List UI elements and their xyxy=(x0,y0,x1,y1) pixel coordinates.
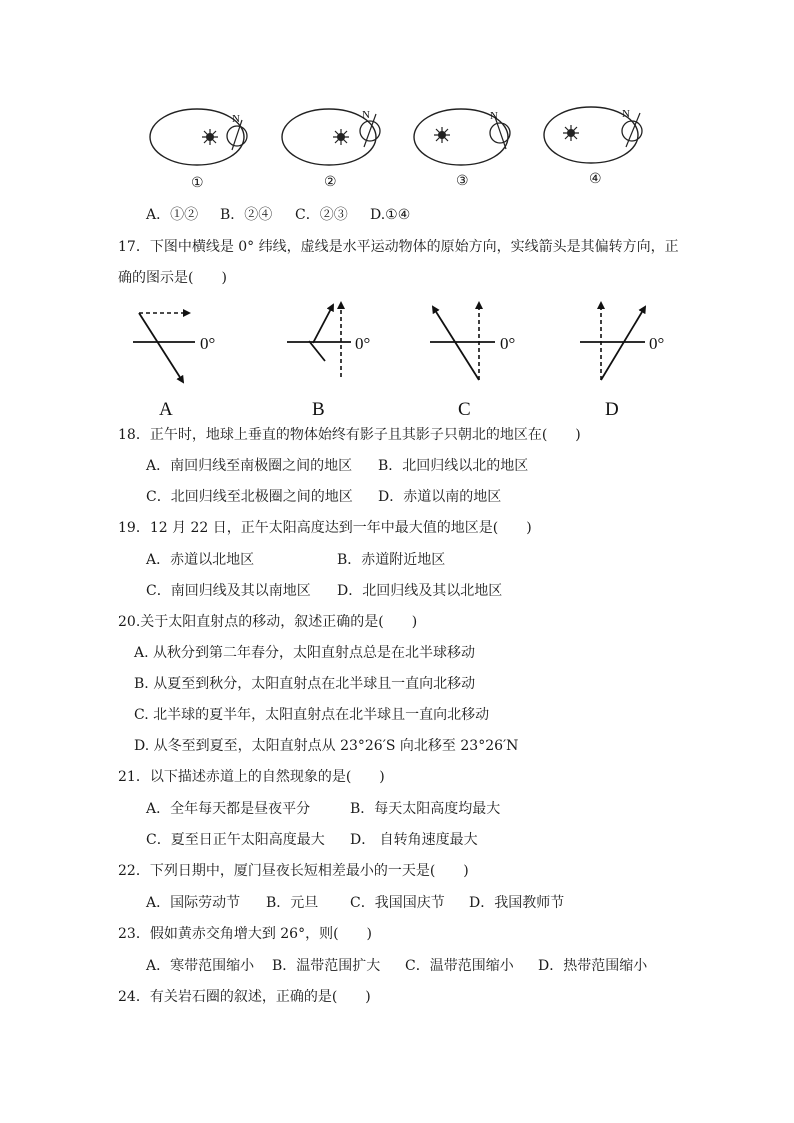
q21-option-d: D． 自转角速度最大 xyxy=(350,832,478,848)
axis-label-0deg: 0° xyxy=(500,334,516,353)
diagram-c xyxy=(430,303,515,380)
axis-label-0deg: 0° xyxy=(200,334,216,353)
q19-option-a: A．赤道以北地区 xyxy=(146,552,255,568)
q22-option-c: C．我国国庆节 xyxy=(350,895,445,911)
north-label: N xyxy=(490,110,498,122)
q21-option-b: B．每天太阳高度均最大 xyxy=(350,801,501,817)
q19-option-d: D．北回归线及其以北地区 xyxy=(337,583,503,599)
q20-option-a: A. 从秋分到第二年春分，太阳直射点总是在北半球移动 xyxy=(134,645,476,661)
north-label: N xyxy=(622,108,630,120)
north-label: N xyxy=(232,113,240,125)
q18-stem: 18．正午时，地球上垂直的物体始终有影子且其影子只朝北的地区在( ) xyxy=(118,427,581,443)
q21-option-c: C．夏至日正午太阳高度最大 xyxy=(146,832,325,848)
q23-stem: 23．假如黄赤交角增大到 26°，则( ) xyxy=(118,926,373,942)
orbit-label-2: ② xyxy=(324,174,337,190)
q23-option-c: C．温带范围缩小 xyxy=(405,958,514,974)
q17-stem-line2: 确的图示是( ) xyxy=(118,270,227,286)
q18-option-d: D．赤道以南的地区 xyxy=(378,489,502,505)
sun-icon xyxy=(563,125,579,141)
q20-option-d: D. 从冬至到夏至，太阳直射点从 23°26′S 向北移至 23°26′N xyxy=(134,738,519,754)
axis-label-0deg: 0° xyxy=(649,334,665,353)
q16-option-b: B．②④ xyxy=(220,207,273,223)
q16-option-d: D.①④ xyxy=(370,207,411,223)
diagram-label-c: C xyxy=(458,399,471,420)
diagram-label-d: D xyxy=(605,399,619,420)
orbit-diagram-3 xyxy=(414,109,510,165)
sun-icon xyxy=(333,129,349,145)
diagram-label-a: A xyxy=(159,399,173,420)
q24-stem: 24．有关岩石圈的叙述，正确的是( ) xyxy=(118,989,371,1005)
q22-option-d: D．我国教师节 xyxy=(469,895,565,911)
q16-option-c: C．②③ xyxy=(295,207,348,223)
q17-stem-line1: 17．下图中横线是 0° 纬线，虚线是水平运动物体的原始方向，实线箭头是其偏转方向，正 xyxy=(118,239,679,255)
q23-option-d: D．热带范围缩小 xyxy=(538,958,648,974)
orbit-label-3: ③ xyxy=(456,173,469,189)
deflection-figure xyxy=(125,295,685,420)
diagram-a xyxy=(133,313,215,382)
q21-option-a: A．全年每天都是昼夜平分 xyxy=(146,801,311,817)
q22-option-a: A．国际劳动节 xyxy=(146,895,241,911)
orbit-diagram-2 xyxy=(282,109,380,165)
q19-option-c: C．南回归线及其以南地区 xyxy=(146,583,311,599)
q19-option-b: B．赤道附近地区 xyxy=(337,552,446,568)
q18-option-b: B．北回归线以北的地区 xyxy=(378,458,529,474)
q20-option-b: B. 从夏至到秋分，太阳直射点在北半球且一直向北移动 xyxy=(134,676,476,692)
q20-stem: 20.关于太阳直射点的移动，叙述正确的是( ) xyxy=(118,614,418,630)
sun-icon xyxy=(202,129,218,145)
sun-icon xyxy=(434,127,450,143)
q19-stem: 19．12 月 22 日，正午太阳高度达到一年中最大值的地区是( ) xyxy=(118,520,532,536)
orbit-label-1: ① xyxy=(191,175,204,191)
orbit-diagram-1 xyxy=(150,109,247,165)
north-label: N xyxy=(362,109,370,121)
orbit-label-4: ④ xyxy=(589,171,602,187)
orbit-diagram-4 xyxy=(544,107,642,163)
q23-option-b: B．温带范围扩大 xyxy=(272,958,381,974)
q18-option-c: C．北回归线至北极圈之间的地区 xyxy=(146,489,353,505)
q22-stem: 22．下列日期中，厦门昼夜长短相差最小的一天是( ) xyxy=(118,863,469,879)
q16-option-a: A．①② xyxy=(146,207,199,223)
q22-option-b: B．元旦 xyxy=(266,895,319,911)
q23-option-a: A．寒带范围缩小 xyxy=(146,958,255,974)
q21-stem: 21．以下描述赤道上的自然现象的是( ) xyxy=(118,769,385,785)
diagram-b xyxy=(287,303,370,377)
axis-label-0deg: 0° xyxy=(355,334,371,353)
q20-option-c: C. 北半球的夏半年，太阳直射点在北半球且一直向北移动 xyxy=(134,707,490,723)
diagram-label-b: B xyxy=(312,399,325,420)
q18-option-a: A．南回归线至南极圈之间的地区 xyxy=(146,458,353,474)
diagram-d xyxy=(580,303,664,380)
